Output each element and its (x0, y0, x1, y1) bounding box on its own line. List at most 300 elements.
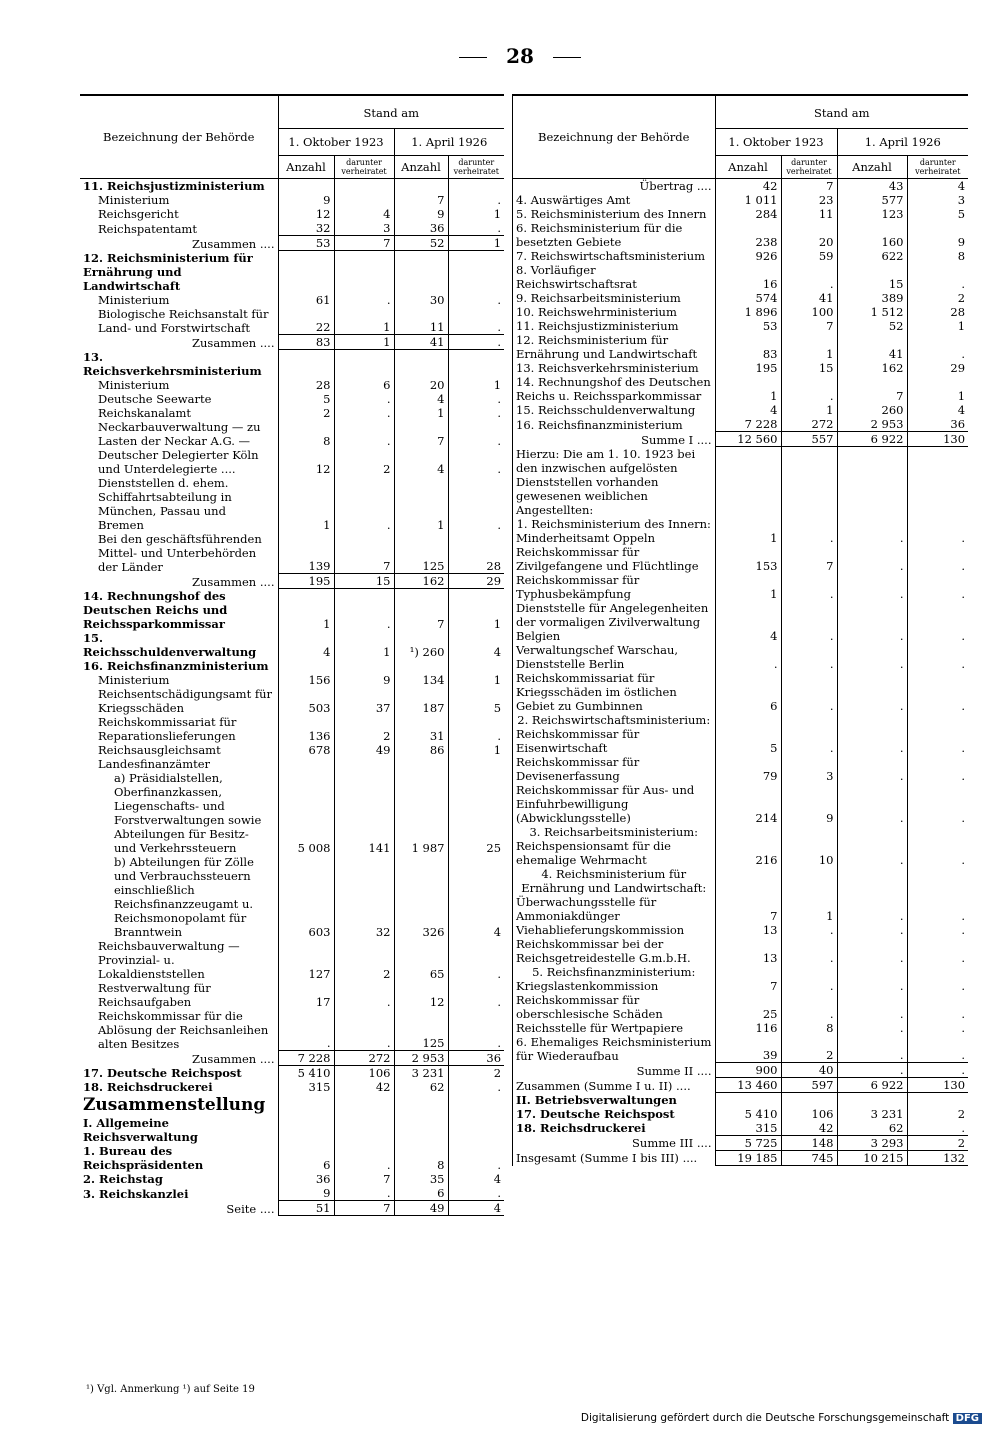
cell-b (781, 517, 837, 531)
cell-d (907, 517, 968, 531)
darunter-header: darunter verheiratet (448, 156, 504, 179)
row-label: Überwachungsstelle für Ammoniakdünger (516, 894, 657, 923)
table-row (513, 417, 968, 432)
cell-a: 5 410 (278, 1066, 334, 1081)
cell-b: . (334, 392, 394, 406)
cell-a (715, 713, 781, 727)
cell-b: 20 (781, 221, 837, 249)
cell-b: . (334, 476, 394, 532)
cell-c: 162 (837, 361, 907, 375)
darunter-header: darunter verheiratet (781, 156, 837, 179)
table-row (513, 923, 968, 937)
cell-c: 6 922 (837, 432, 907, 447)
cell-d: 8 (907, 249, 968, 263)
cell-a (278, 179, 334, 194)
row-label: Zusammen .... (192, 335, 275, 350)
cell-a (715, 867, 781, 895)
cell-d: 4 (448, 855, 504, 939)
cell-c: 8 (394, 1144, 448, 1172)
cell-c: 52 (394, 236, 448, 251)
cell-d: 4 (907, 403, 968, 417)
cell-a: 1 (278, 589, 334, 631)
row-label: 9. Reichsarbeitsministerium (516, 291, 681, 305)
row-label: 15. Reichsschuldenverwaltung (516, 403, 696, 417)
cell-d: . (448, 1144, 504, 1172)
cell-d (907, 965, 968, 979)
cell-a: 603 (278, 855, 334, 939)
row-label: 10. Reichswehrministerium (516, 305, 677, 319)
cell-d: . (907, 937, 968, 965)
table-row (80, 350, 504, 378)
cell-a (715, 517, 781, 531)
row-label: Insgesamt (Summe I bis III) .... (516, 1151, 698, 1165)
anzahl-header: Anzahl (278, 156, 334, 179)
cell-b: 42 (781, 1121, 837, 1136)
table-row (513, 333, 968, 361)
cell-a (278, 1094, 334, 1116)
cell-b (334, 179, 394, 194)
table-row (80, 179, 504, 194)
row-label: Neckarbauverwaltung — zu Lasten der Neckar A.G. — (98, 419, 261, 448)
row-label: Zusammen .... (192, 1051, 275, 1066)
cell-c: 6 (394, 1186, 448, 1201)
cell-c: . (837, 601, 907, 643)
cell-a: 12 560 (715, 432, 781, 447)
cell-a: 8 (278, 420, 334, 448)
cell-d: 28 (448, 532, 504, 574)
cell-b: . (781, 727, 837, 755)
row-label: 15. Reichsschuldenverwaltung (83, 630, 257, 659)
table-row (80, 378, 504, 392)
cell-c: 86 (394, 743, 448, 757)
cell-b: 41 (781, 291, 837, 305)
row-label: Reichspensionsamt für die ehemalige Wehrmacht (516, 838, 671, 867)
cell-d: 130 (907, 432, 968, 447)
table-row (80, 532, 504, 574)
right-table (513, 96, 968, 1166)
cell-a: 4 (715, 403, 781, 417)
date2-header: 1. April 1926 (394, 129, 504, 156)
cell-d: 2 (448, 1066, 504, 1081)
cell-d: 132 (907, 1150, 968, 1165)
cell-d: 130 (907, 1078, 968, 1093)
cell-a: 13 (715, 937, 781, 965)
cell-b: 141 (334, 771, 394, 855)
cell-b: 1 (781, 403, 837, 417)
table-row (513, 375, 968, 403)
cell-a: 5 725 (715, 1135, 781, 1150)
bezeichnung-header: Bezeichnung der Behörde (513, 96, 715, 179)
table-row (513, 1121, 968, 1136)
cell-d: . (448, 406, 504, 420)
cell-d (448, 179, 504, 194)
row-label: Übertrag .... (639, 179, 712, 193)
row-label: 14. Rechnungshof des Deutschen Reichs und Reichssparkommissar (83, 588, 228, 631)
cell-c: . (837, 839, 907, 867)
table-row (513, 1035, 968, 1063)
cell-a: 7 (715, 895, 781, 923)
cell-c: 36 (394, 221, 448, 236)
cell-d: 1 (907, 375, 968, 403)
cell-c: 125 (394, 532, 448, 574)
row-label: 1. Bureau des Reichspräsidenten (83, 1144, 204, 1172)
cell-a: 12 (278, 207, 334, 221)
cell-c: . (837, 783, 907, 825)
cell-c: 7 (394, 589, 448, 631)
cell-b (334, 251, 394, 293)
cell-d: . (448, 1080, 504, 1094)
cell-b: 7 (334, 1201, 394, 1216)
date1-header: 1. Oktober 1923 (715, 129, 837, 156)
cell-d: 3 (907, 193, 968, 207)
cell-b: . (781, 993, 837, 1021)
cell-a: 153 (715, 545, 781, 573)
row-label: Reichspatentamt (98, 221, 197, 236)
cell-a: 36 (278, 1172, 334, 1186)
row-label: 7. Reichswirtschaftsministerium (516, 249, 706, 263)
cell-a: 79 (715, 755, 781, 783)
cell-a: 28 (278, 378, 334, 392)
cell-a (278, 350, 334, 378)
cell-b: . (781, 643, 837, 671)
cell-c: . (837, 531, 907, 545)
darunter-header: darunter verheiratet (907, 156, 968, 179)
cell-c: . (837, 643, 907, 671)
cell-b: 6 (334, 378, 394, 392)
cell-b: 7 (334, 1172, 394, 1186)
row-label: II. Betriebsverwaltungen (516, 1092, 677, 1107)
cell-c: 4 (394, 392, 448, 406)
row-label: Reichsausgleichsamt (98, 742, 221, 757)
table-row (80, 1080, 504, 1094)
cell-c: 160 (837, 221, 907, 249)
cell-b: 9 (781, 783, 837, 825)
row-label: Reichskommissar für oberschlesische Schäden (516, 992, 663, 1021)
cell-d: . (907, 895, 968, 923)
cell-d: 1 (448, 378, 504, 392)
table-row (513, 993, 968, 1021)
table-row (513, 1078, 968, 1093)
cell-d: . (448, 335, 504, 350)
cell-b: . (334, 420, 394, 448)
cell-c: 2 953 (394, 1051, 448, 1066)
row-label: Ministerium (98, 377, 170, 392)
cell-d: 2 (907, 1135, 968, 1150)
cell-a: 61 (278, 293, 334, 307)
table-row (513, 727, 968, 755)
cell-d: 1 (448, 743, 504, 757)
dfg-logo: DFG (953, 1413, 982, 1424)
cell-b: 1 (334, 307, 394, 335)
row-label: Reichsentschädigungsamt für Kriegsschäden (98, 686, 273, 715)
cell-a: 900 (715, 1063, 781, 1078)
table-row (513, 979, 968, 993)
cell-c: 3 231 (394, 1066, 448, 1081)
row-label: Minderheitsamt Oppeln (516, 530, 656, 545)
cell-a: 2 (278, 406, 334, 420)
cell-d: . (907, 671, 968, 713)
table-row (513, 755, 968, 783)
cell-a: 39 (715, 1035, 781, 1063)
cell-b: . (781, 573, 837, 601)
table-row (80, 476, 504, 532)
cell-d: 36 (448, 1051, 504, 1066)
row-label: Reichskommissar bei der Reichsgetreidestelle G.m.b.H. (516, 936, 691, 965)
row-label: 17. Deutsche Reichspost (83, 1066, 242, 1080)
cell-c: 1 (394, 406, 448, 420)
row-label: Verwaltungschef Warschau, Dienststelle Berlin (516, 642, 679, 671)
cell-b: 7 (781, 545, 837, 573)
row-label: 11. Reichsjustizministerium (516, 319, 679, 333)
table-row (513, 403, 968, 417)
cell-c: 162 (394, 574, 448, 589)
row-label: b) Abteilungen für Zölle und Verbrauchssteuern einschließlich Reichsfinanzzeugamt u. Reichsmonopolamt für Branntwein (114, 854, 254, 939)
row-label: Dienststellen d. ehem. Schiffahrtsabteilung in München, Passau und Bremen (98, 475, 232, 532)
cell-d (907, 713, 968, 727)
cell-d: . (907, 333, 968, 361)
cell-b: 597 (781, 1078, 837, 1093)
cell-b: 9 (334, 673, 394, 687)
cell-d: 2 (907, 291, 968, 305)
cell-a: 216 (715, 839, 781, 867)
row-label: Deutsche Seewarte (98, 391, 212, 406)
cell-c: . (837, 755, 907, 783)
cell-b (781, 965, 837, 979)
cell-a: 83 (278, 335, 334, 350)
cell-d: . (448, 420, 504, 448)
cell-a: 7 (715, 979, 781, 993)
cell-a (715, 965, 781, 979)
cell-d: 29 (448, 574, 504, 589)
row-label: 18. Reichsdruckerei (83, 1080, 213, 1094)
stand-am-header: Stand am (278, 96, 504, 129)
date2-header: 1. April 1926 (837, 129, 968, 156)
row-label: Reichskommissariat für Kriegsschäden im östlichen Gebiet zu Gumbinnen (516, 670, 677, 713)
row-label: Reichskommissariat für Reparationslieferungen (98, 714, 237, 743)
cell-c: . (837, 1063, 907, 1078)
row-label: Bei den geschäftsführenden Mittel- und Unterbehörden der Länder (98, 531, 262, 574)
cell-b: 106 (334, 1066, 394, 1081)
cell-a: 9 (278, 1186, 334, 1201)
cell-b: . (781, 923, 837, 937)
cell-d: . (907, 545, 968, 573)
cell-c (837, 1093, 907, 1107)
table-row (80, 1144, 504, 1172)
cell-b: 557 (781, 432, 837, 447)
cell-b (781, 825, 837, 839)
cell-b: . (334, 406, 394, 420)
cell-c: 62 (394, 1080, 448, 1094)
row-label: Ministerium (98, 292, 170, 307)
cell-c: . (837, 1021, 907, 1035)
row-label: Deutscher Delegierter Köln und Unterdelegierte .... (98, 447, 259, 476)
bezeichnung-header: Bezeichnung der Behörde (80, 96, 278, 179)
cell-d: . (907, 1035, 968, 1063)
row-label: I. Allgemeine Reichsverwaltung (83, 1116, 198, 1144)
cell-a: 13 (715, 923, 781, 937)
cell-b: 272 (781, 417, 837, 432)
cell-d (448, 1116, 504, 1144)
cell-d: . (907, 573, 968, 601)
cell-c: 9 (394, 207, 448, 221)
table-row (513, 1063, 968, 1078)
cell-d: . (907, 839, 968, 867)
cell-d: 1 (448, 673, 504, 687)
cell-d: 5 (907, 207, 968, 221)
row-label: 11. Reichsjustizministerium (83, 179, 265, 193)
row-label: 6. Reichsministerium für die besetzten Gebiete (516, 221, 683, 249)
cell-a: 32 (278, 221, 334, 236)
page-number-line (0, 44, 1000, 68)
cell-d: . (448, 193, 504, 207)
cell-c: 577 (837, 193, 907, 207)
cell-c: 125 (394, 1009, 448, 1051)
anzahl-header: Anzahl (715, 156, 781, 179)
row-label: Biologische Reichsanstalt für Land- und Forstwirtschaft (98, 306, 269, 335)
table-row (513, 221, 968, 249)
cell-d: . (907, 783, 968, 825)
table-row (80, 236, 504, 251)
cell-a: 195 (278, 574, 334, 589)
table-row (80, 392, 504, 406)
cell-a: 1 896 (715, 305, 781, 319)
cell-a: 1 (715, 531, 781, 545)
credit-text: Digitalisierung gefördert durch die Deutsche Forschungsgemeinschaft (580, 1412, 950, 1424)
row-label: Reichsbauverwaltung — Provinzial- u. Lokaldienststellen (98, 938, 240, 981)
cell-c: 7 (394, 193, 448, 207)
cell-c (394, 350, 448, 378)
cell-b (334, 659, 394, 673)
cell-b (781, 447, 837, 517)
cell-a: 1 (715, 375, 781, 403)
cell-a: 53 (278, 236, 334, 251)
cell-d: . (448, 293, 504, 307)
cell-d: 4 (448, 631, 504, 659)
cell-c: . (837, 993, 907, 1021)
cell-b (334, 350, 394, 378)
cell-a (715, 825, 781, 839)
cell-c (394, 1116, 448, 1144)
cell-a (278, 757, 334, 771)
cell-d: . (907, 923, 968, 937)
cell-b: 1 (781, 895, 837, 923)
anzahl-header: Anzahl (394, 156, 448, 179)
cell-a: 238 (715, 221, 781, 249)
row-label: Reichskommissar für Devisenerfassung (516, 754, 640, 783)
table-row (80, 589, 504, 631)
cell-a: 1 (715, 573, 781, 601)
cell-c: 65 (394, 939, 448, 981)
cell-b: . (334, 1144, 394, 1172)
row-label: 3. Reichskanzlei (83, 1186, 189, 1201)
cell-d: . (448, 981, 504, 1009)
right-table-panel (512, 94, 968, 1166)
cell-c: . (837, 923, 907, 937)
cell-c: 622 (837, 249, 907, 263)
cell-b: 148 (781, 1135, 837, 1150)
cell-a: 83 (715, 333, 781, 361)
table-row (80, 771, 504, 855)
cell-d: . (907, 643, 968, 671)
row-label: Summe I .... (641, 432, 712, 447)
cell-d (448, 251, 504, 293)
cell-b: 7 (334, 532, 394, 574)
row-label: 18. Reichsdruckerei (516, 1121, 646, 1135)
cell-d: 1 (448, 589, 504, 631)
cell-d: . (448, 392, 504, 406)
cell-a (278, 659, 334, 673)
table-row (513, 965, 968, 979)
cell-c: 326 (394, 855, 448, 939)
cell-d: . (907, 979, 968, 993)
table-row (80, 335, 504, 350)
cell-c: 11 (394, 307, 448, 335)
table-row (513, 839, 968, 867)
cell-d: 9 (907, 221, 968, 249)
cell-a: 1 011 (715, 193, 781, 207)
table-row (80, 307, 504, 335)
table-row (513, 447, 968, 517)
cell-a: 5 (715, 727, 781, 755)
cell-c (837, 867, 907, 895)
row-label: 13. Reichsverkehrsministerium (83, 349, 262, 378)
cell-a: 195 (715, 361, 781, 375)
table-row (80, 939, 504, 981)
row-label: 13. Reichsverkehrsministerium (516, 361, 699, 375)
cell-b: 4 (334, 207, 394, 221)
row-label: Zusammenstellung (83, 1095, 266, 1115)
cell-c (394, 659, 448, 673)
row-label: Summe II .... (636, 1063, 712, 1078)
row-label: Landesfinanzämter (98, 756, 211, 771)
table-row (513, 783, 968, 825)
cell-d: 25 (448, 771, 504, 855)
cell-c: 7 (837, 375, 907, 403)
table-row (513, 671, 968, 713)
cell-b: 2 (781, 1035, 837, 1063)
table-row (80, 574, 504, 589)
row-label: a) Präsidialstellen, Oberfinanzkassen, Liegenschafts- und Forstverwaltungen sowie Abteilungen für Besitz- und Verkehrssteuern (114, 770, 262, 855)
table-row (80, 659, 504, 673)
table-row (513, 291, 968, 305)
cell-d (448, 659, 504, 673)
table-row (513, 1093, 968, 1107)
table-row (513, 1135, 968, 1150)
cell-c: 52 (837, 319, 907, 333)
cell-a: 678 (278, 743, 334, 757)
cell-c: 10 215 (837, 1150, 907, 1165)
row-label: Reichsgericht (98, 207, 179, 221)
cell-b: 37 (334, 687, 394, 715)
cell-b: 15 (781, 361, 837, 375)
cell-d: . (448, 448, 504, 476)
cell-c: 12 (394, 981, 448, 1009)
table-row (80, 687, 504, 715)
cell-b: 745 (781, 1150, 837, 1165)
cell-d: 29 (907, 361, 968, 375)
cell-d: . (907, 1121, 968, 1136)
table-row (513, 573, 968, 601)
cell-a: 127 (278, 939, 334, 981)
cell-c: . (837, 937, 907, 965)
cell-d (448, 1094, 504, 1116)
cell-c: 123 (837, 207, 907, 221)
table-row (513, 517, 968, 531)
cell-c (837, 447, 907, 517)
cell-b (334, 757, 394, 771)
cell-b: 2 (334, 448, 394, 476)
cell-c: 2 953 (837, 417, 907, 432)
